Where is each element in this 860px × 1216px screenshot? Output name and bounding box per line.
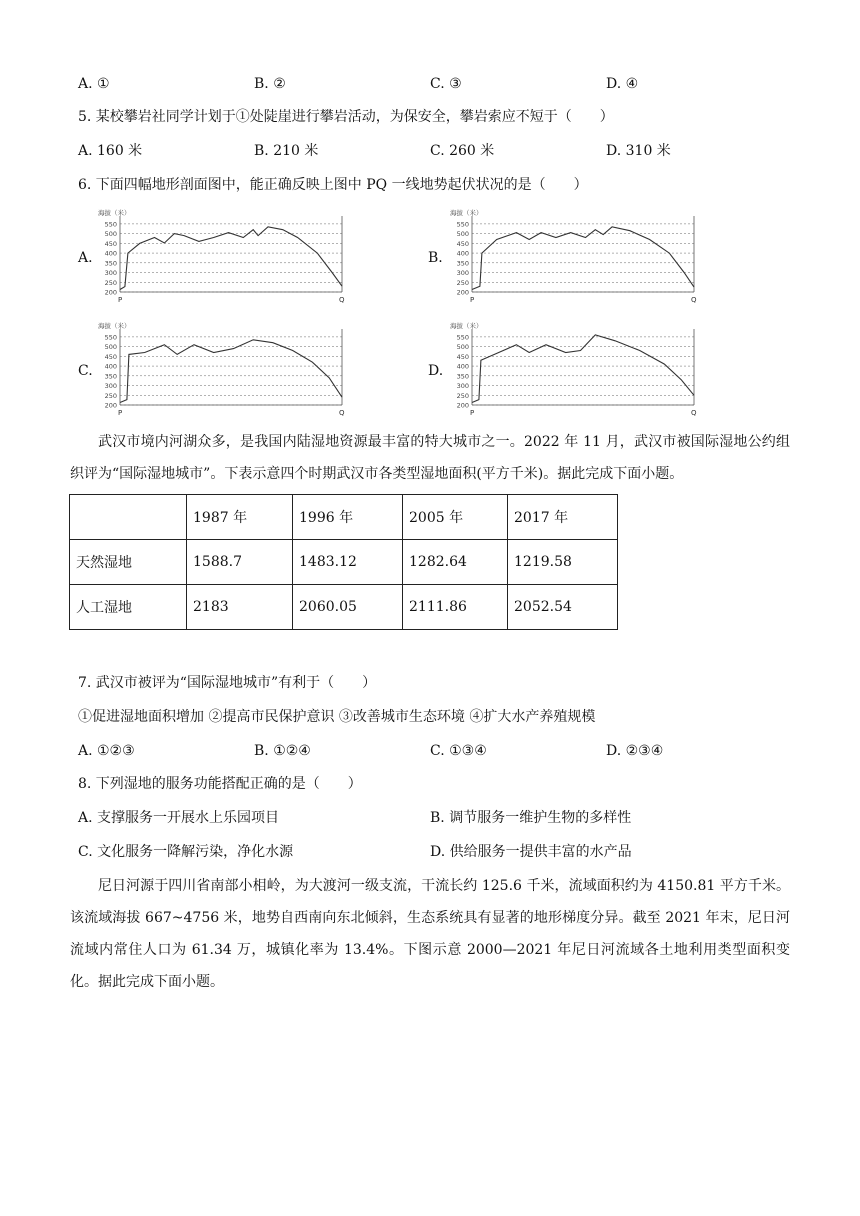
profile-y-tick: 500: [456, 230, 469, 239]
q5-option-d: D. 310 米: [606, 143, 671, 159]
profile-y-tick: 400: [456, 249, 469, 258]
q8-option-c: C. 文化服务一降解污染，净化水源: [78, 844, 294, 860]
profile-y-tick: 200: [456, 401, 469, 410]
profile-p-label: P: [118, 296, 123, 304]
profile-y-tick: 450: [104, 239, 117, 248]
q8-option-a: A. 支撑服务一开展水上乐园项目: [78, 810, 280, 826]
profile-d-label: D.: [428, 363, 444, 379]
profile-terrain-line: [472, 335, 694, 403]
profile-y-tick: 400: [104, 249, 117, 258]
profile-terrain-line: [120, 227, 342, 290]
passage-nieri-river: 尼日河源于四川省南部小相岭，为大渡河一级支流，干流长约 125.6 千米，流域面积约为 4150.81 平方千米。该流域海拔 667~4756 米，地势自西南向东北倾斜，生态系统具有显著的地形梯度分异。截至 2021 年末，尼日河流域内常住人口为 61.34 万，城镇化率为 13.4%。下图示意 2000—2021 年尼日河流域各土地利用类型面积变化。据此完成下面小题。: [70, 878, 790, 990]
q4-option-b: B. ②: [254, 76, 286, 92]
table-header-cell: 1987 年: [187, 495, 293, 540]
profile-y-tick: 550: [104, 333, 117, 342]
profile-axis-title: 海拔（米）: [98, 209, 131, 217]
profile-y-tick: 400: [104, 362, 117, 371]
profile-a-label: A.: [78, 250, 93, 266]
q6-stem: 6. 下面四幅地形剖面图中，能正确反映上图中 PQ 一线地势起伏状况的是（ ）: [78, 177, 588, 193]
wetland-table: [69, 494, 618, 630]
table-row: [70, 585, 618, 630]
profile-y-tick: 400: [456, 362, 469, 371]
profile-y-tick: 300: [456, 382, 469, 391]
profile-p-label: P: [118, 409, 123, 417]
q5-stem: 5. 某校攀岩社同学计划于①处陡崖进行攀岩活动，为保安全，攀岩索应不短于（ ）: [78, 109, 614, 125]
profile-q-label: Q: [691, 296, 697, 304]
profile-y-tick: 500: [104, 343, 117, 352]
profile-axis-title: 海拔（米）: [98, 322, 131, 330]
q7-choices: ①促进湿地面积增加 ②提高市民保护意识 ③改善城市生态环境 ④扩大水产养殖规模: [78, 709, 596, 725]
q5-option-b: B. 210 米: [254, 143, 319, 159]
profile-chart-b: [448, 206, 698, 310]
profile-axis-title: 海拔（米）: [450, 322, 483, 330]
profile-b-label: B.: [428, 250, 443, 266]
table-cell: 2060.05: [293, 585, 403, 630]
profile-y-tick: 250: [104, 391, 117, 400]
profile-q-label: Q: [339, 409, 345, 417]
table-cell: 2111.86: [403, 585, 508, 630]
table-cell: 1282.64: [403, 540, 508, 585]
profile-q-label: Q: [339, 296, 345, 304]
q7-option-c: C. ①③④: [430, 743, 487, 759]
q8-option-d: D. 供给服务一提供丰富的水产品: [430, 844, 632, 860]
profile-y-tick: 300: [104, 269, 117, 278]
profile-chart-c: [96, 319, 346, 423]
profile-y-tick: 500: [104, 230, 117, 239]
table-cell: 2052.54: [508, 585, 618, 630]
table-header-cell: 1996 年: [293, 495, 403, 540]
profile-c-svg: [96, 319, 346, 419]
table-cell: 人工湿地: [70, 585, 187, 630]
profile-y-tick: 450: [104, 352, 117, 361]
table-cell: 2183: [187, 585, 293, 630]
passage-wuhan: 武汉市境内河湖众多，是我国内陆湿地资源最丰富的特大城市之一。2022 年 11 月，武汉市被国际湿地公约组织评为“国际湿地城市”。下表示意四个时期武汉市各类型湿地面积(平方千米)。据此完成下面小题。: [70, 434, 790, 482]
profile-p-label: P: [470, 296, 475, 304]
table-header-cell: 2017 年: [508, 495, 618, 540]
q8-stem: 8. 下列湿地的服务功能搭配正确的是（ ）: [78, 776, 362, 792]
q7-option-d: D. ②③④: [606, 743, 664, 759]
q5-option-a: A. 160 米: [78, 143, 143, 159]
profile-axis-title: 海拔（米）: [450, 209, 483, 217]
profile-q-label: Q: [691, 409, 697, 417]
profile-y-tick: 300: [104, 382, 117, 391]
q5-option-c: C. 260 米: [430, 143, 495, 159]
table-cell: 1219.58: [508, 540, 618, 585]
profile-terrain-line: [120, 340, 342, 403]
profile-chart-a: [96, 206, 346, 310]
profile-y-tick: 300: [456, 269, 469, 278]
table-cell: 1588.7: [187, 540, 293, 585]
profile-y-tick: 200: [104, 401, 117, 410]
q8-option-b: B. 调节服务一维护生物的多样性: [430, 810, 632, 826]
profile-chart-d: [448, 319, 698, 423]
table-header-cell: [70, 495, 187, 540]
q7-option-b: B. ①②④: [254, 743, 311, 759]
table-row: [70, 540, 618, 585]
profile-y-tick: 500: [456, 343, 469, 352]
table-header-row: [70, 495, 618, 540]
table-header-cell: 2005 年: [403, 495, 508, 540]
profile-y-tick: 250: [104, 278, 117, 287]
profile-y-tick: 200: [104, 288, 117, 297]
profile-y-tick: 350: [456, 259, 469, 268]
profile-y-tick: 350: [456, 372, 469, 381]
profile-a-svg: [96, 206, 346, 306]
profile-y-tick: 450: [456, 239, 469, 248]
q7-stem: 7. 武汉市被评为“国际湿地城市”有利于（ ）: [78, 675, 377, 691]
profile-y-tick: 550: [456, 220, 469, 229]
profile-b-svg: [448, 206, 698, 306]
profile-y-tick: 250: [456, 278, 469, 287]
table-cell: 天然湿地: [70, 540, 187, 585]
q7-option-a: A. ①②③: [78, 743, 135, 759]
profile-y-tick: 350: [104, 259, 117, 268]
profile-d-svg: [448, 319, 698, 419]
profile-c-label: C.: [78, 363, 93, 379]
q4-option-d: D. ④: [606, 76, 639, 92]
profile-y-tick: 250: [456, 391, 469, 400]
profile-y-tick: 550: [456, 333, 469, 342]
profile-y-tick: 200: [456, 288, 469, 297]
profile-terrain-line: [472, 227, 694, 290]
q4-option-c: C. ③: [430, 76, 462, 92]
profile-y-tick: 450: [456, 352, 469, 361]
profile-p-label: P: [470, 409, 475, 417]
profile-y-tick: 350: [104, 372, 117, 381]
table-cell: 1483.12: [293, 540, 403, 585]
profile-y-tick: 550: [104, 220, 117, 229]
q4-option-a: A. ①: [78, 76, 110, 92]
